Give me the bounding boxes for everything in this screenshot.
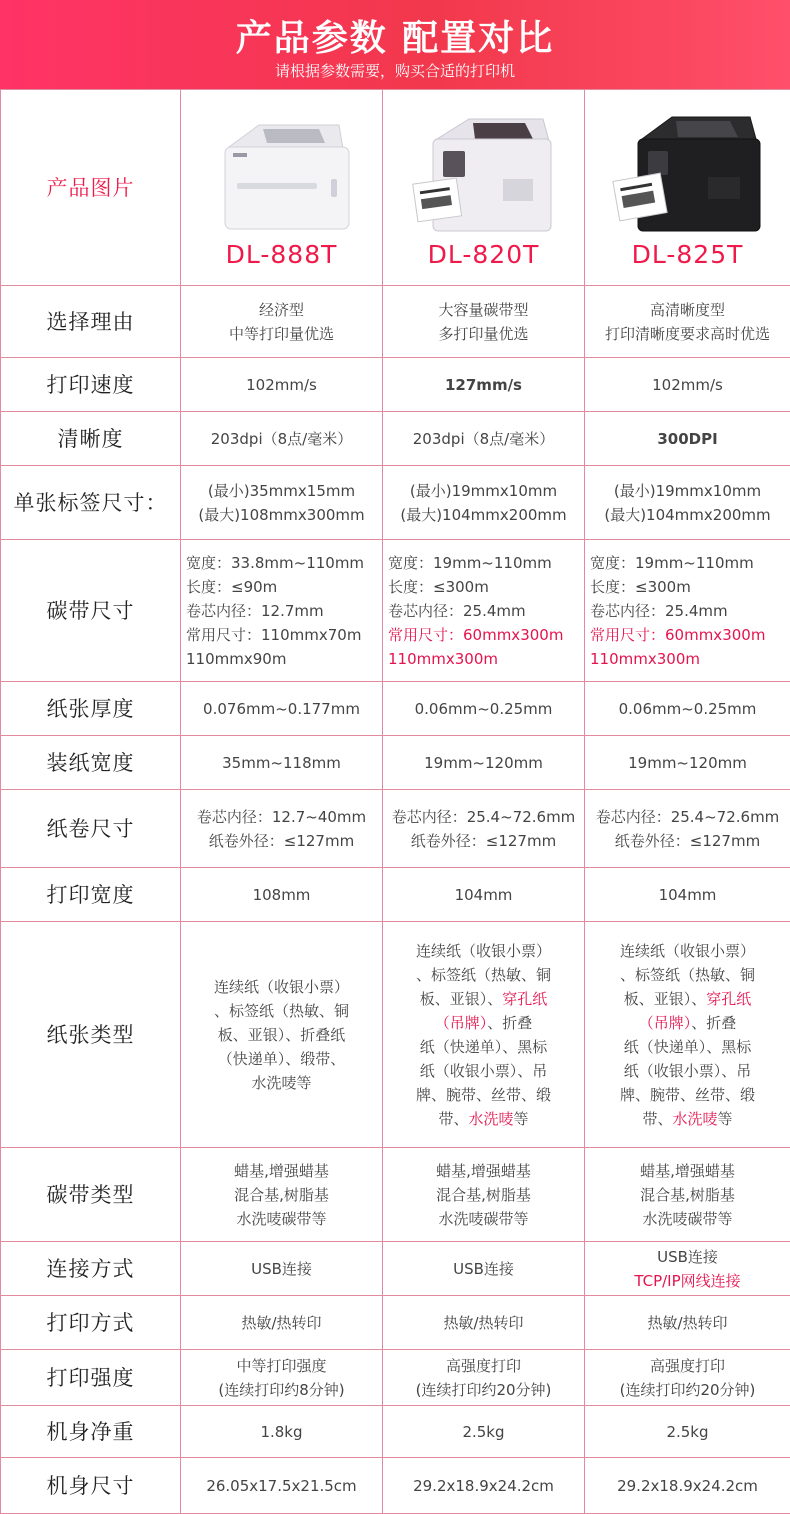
cell-text: 、折叠	[487, 1014, 532, 1032]
cell-intensity-825t	[585, 1350, 790, 1406]
table-row-speed	[1, 358, 790, 412]
cell-ribbon-type-820t	[383, 1148, 585, 1242]
cell-line: (连续打印约20分钟)	[385, 1378, 582, 1402]
row-label-weight: 机身净重	[1, 1406, 181, 1458]
cell-line: 高强度打印	[385, 1354, 582, 1378]
model-name-dl820t: DL-820T	[385, 243, 582, 267]
cell-paper-width-820t: 19mm~120mm	[383, 736, 585, 790]
cell-reason-820t	[383, 286, 585, 358]
cell-line: 卷芯内径：25.4~72.6mm	[587, 805, 788, 829]
cell-speed-820t: 127mm/s	[383, 358, 585, 412]
cell-ribbon-type-825t	[585, 1148, 790, 1242]
cell-line: 经济型	[183, 298, 380, 322]
cell-line: (连续打印约20分钟)	[587, 1378, 788, 1402]
cell-line: 连续纸（收银小票）	[587, 939, 788, 963]
cell-ribbon-size-820t	[383, 540, 585, 682]
cell-intensity-820t	[383, 1350, 585, 1406]
cell-line: 蜡基,增强蜡基	[385, 1159, 582, 1183]
table-row-product-image	[1, 90, 790, 286]
cell-line-highlight: 常用尺寸：60mmx300m	[590, 623, 788, 647]
table-row-dimensions	[1, 1458, 790, 1514]
cell-paper-width-825t: 19mm~120mm	[585, 736, 790, 790]
row-label-paper-type: 纸张类型	[1, 922, 181, 1148]
cell-line	[385, 1011, 582, 1035]
cell-speed-825t: 102mm/s	[585, 358, 790, 412]
cell-line: 高清晰度型	[587, 298, 788, 322]
cell-text: 等	[514, 1110, 529, 1128]
cell-text: 、折叠	[691, 1014, 736, 1032]
cell-line: 长度：≤300m	[590, 575, 788, 599]
header-banner	[0, 0, 790, 89]
cell-line: 高强度打印	[587, 1354, 788, 1378]
cell-line: 卷芯内径：25.4mm	[388, 599, 582, 623]
cell-roll-size-825t	[585, 790, 790, 868]
cell-dimensions-820t: 29.2x18.9x24.2cm	[383, 1458, 585, 1514]
cell-label-size-888t	[181, 466, 383, 540]
cell-line: 蜡基,增强蜡基	[183, 1159, 380, 1183]
cell-line: 、标签纸（热敏、铜	[587, 963, 788, 987]
cell-roll-size-820t	[383, 790, 585, 868]
cell-line: 宽度：19mm~110mm	[388, 551, 582, 575]
cell-line: 卷芯内径：12.7mm	[186, 599, 380, 623]
table-row-ribbon-type	[1, 1148, 790, 1242]
cell-dimensions-825t: 29.2x18.9x24.2cm	[585, 1458, 790, 1514]
table-row-thickness	[1, 682, 790, 736]
cell-label-size-825t	[585, 466, 790, 540]
cell-line: 水洗唛碳带等	[183, 1207, 380, 1231]
cell-label-size-820t	[383, 466, 585, 540]
cell-connection-825t	[585, 1242, 790, 1296]
row-label-roll-size: 纸卷尺寸	[1, 790, 181, 868]
cell-line-highlight: 110mmx300m	[388, 647, 582, 671]
page-subtitle: 请根据参数需要，购买合适的打印机	[0, 60, 790, 81]
cell-line: 牌、腕带、丝带、缎	[385, 1083, 582, 1107]
table-row-weight	[1, 1406, 790, 1458]
cell-print-method-825t: 热敏/热转印	[585, 1296, 790, 1350]
cell-print-width-820t: 104mm	[383, 868, 585, 922]
cell-line: USB连接	[587, 1245, 788, 1269]
cell-line: 纸（收银小票）、吊	[385, 1059, 582, 1083]
row-label-connection: 连接方式	[1, 1242, 181, 1296]
cell-intensity-888t	[181, 1350, 383, 1406]
cell-line: (最大)104mmx200mm	[385, 503, 582, 527]
cell-line: (最小)35mmx15mm	[183, 479, 380, 503]
cell-line: 连续纸（收银小票）	[385, 939, 582, 963]
row-label-intensity: 打印强度	[1, 1350, 181, 1406]
cell-line: 宽度：19mm~110mm	[590, 551, 788, 575]
row-label-label-size: 单张标签尺寸：	[1, 466, 181, 540]
cell-weight-888t: 1.8kg	[181, 1406, 383, 1458]
cell-text-highlight: 穿孔纸	[502, 990, 547, 1008]
cell-line: 纸（收银小票）、吊	[587, 1059, 788, 1083]
cell-thickness-825t: 0.06mm~0.25mm	[585, 682, 790, 736]
row-label-ribbon-type: 碳带类型	[1, 1148, 181, 1242]
cell-line: 多打印量优选	[385, 322, 582, 346]
cell-print-width-888t: 108mm	[181, 868, 383, 922]
row-label-reason: 选择理由	[1, 286, 181, 358]
product-cell-dl820t	[383, 90, 585, 286]
cell-text: 等	[718, 1110, 733, 1128]
cell-line: 常用尺寸：110mmx70m	[186, 623, 380, 647]
table-row-paper-type	[1, 922, 790, 1148]
row-label-print-width: 打印宽度	[1, 868, 181, 922]
cell-line: 卷芯内径：12.7~40mm	[183, 805, 380, 829]
cell-line: (最大)108mmx300mm	[183, 503, 380, 527]
cell-line: 水洗唛碳带等	[587, 1207, 788, 1231]
cell-ribbon-size-825t	[585, 540, 790, 682]
cell-paper-type-820t	[383, 922, 585, 1148]
table-row-dpi	[1, 412, 790, 466]
cell-dimensions-888t: 26.05x17.5x21.5cm	[181, 1458, 383, 1514]
cell-print-width-825t: 104mm	[585, 868, 790, 922]
cell-connection-888t: USB连接	[181, 1242, 383, 1296]
cell-roll-size-888t	[181, 790, 383, 868]
cell-line: 长度：≤300m	[388, 575, 582, 599]
row-label-thickness: 纸张厚度	[1, 682, 181, 736]
cell-line: 大容量碳带型	[385, 298, 582, 322]
cell-line	[587, 1107, 788, 1131]
cell-line: (最大)104mmx200mm	[587, 503, 788, 527]
row-label-product-image: 产品图片	[1, 90, 181, 286]
cell-line	[385, 1107, 582, 1131]
cell-text-highlight: （吊牌）	[435, 1014, 488, 1032]
cell-line: 纸卷外径：≤127mm	[587, 829, 788, 853]
cell-thickness-820t: 0.06mm~0.25mm	[383, 682, 585, 736]
table-row-roll-size	[1, 790, 790, 868]
table-row-connection	[1, 1242, 790, 1296]
cell-line: 水洗唛等	[183, 1071, 380, 1095]
cell-line-highlight: 常用尺寸：60mmx300m	[388, 623, 582, 647]
row-label-dpi: 清晰度	[1, 412, 181, 466]
cell-paper-type-825t	[585, 922, 790, 1148]
cell-speed-888t: 102mm/s	[181, 358, 383, 412]
table-row-paper-width	[1, 736, 790, 790]
cell-text-highlight: （吊牌）	[639, 1014, 692, 1032]
cell-line: 蜡基,增强蜡基	[587, 1159, 788, 1183]
cell-print-method-888t: 热敏/热转印	[181, 1296, 383, 1350]
table-row-label-size	[1, 466, 790, 540]
cell-connection-820t: USB连接	[383, 1242, 585, 1296]
cell-text: 板、亚银）、	[624, 990, 707, 1008]
cell-line: 宽度：33.8mm~110mm	[186, 551, 380, 575]
table-row-print-width	[1, 868, 790, 922]
cell-text: 带、	[438, 1110, 468, 1128]
cell-reason-825t	[585, 286, 790, 358]
cell-ribbon-size-888t	[181, 540, 383, 682]
cell-text-highlight: 水洗唛	[672, 1110, 717, 1128]
cell-line: 纸卷外径：≤127mm	[385, 829, 582, 853]
cell-line: 打印清晰度要求高时优选	[587, 322, 788, 346]
cell-line: 卷芯内径：25.4mm	[590, 599, 788, 623]
table-row-reason	[1, 286, 790, 358]
printer-black-icon	[608, 109, 768, 237]
cell-line	[587, 1011, 788, 1035]
table-row-print-method	[1, 1296, 790, 1350]
cell-paper-width-888t: 35mm~118mm	[181, 736, 383, 790]
page-title: 产品参数 配置对比	[0, 10, 790, 61]
cell-line	[385, 987, 582, 1011]
cell-text: 板、亚银）、	[420, 990, 503, 1008]
cell-text-highlight: 穿孔纸	[706, 990, 751, 1008]
cell-line: 纸卷外径：≤127mm	[183, 829, 380, 853]
cell-ribbon-type-888t	[181, 1148, 383, 1242]
printer-white-large-icon	[409, 109, 559, 237]
cell-print-method-820t: 热敏/热转印	[383, 1296, 585, 1350]
cell-weight-820t: 2.5kg	[383, 1406, 585, 1458]
cell-line: (最小)19mmx10mm	[587, 479, 788, 503]
printer-white-icon	[207, 109, 357, 237]
cell-line: 、标签纸（热敏、铜	[385, 963, 582, 987]
row-label-dimensions: 机身尺寸	[1, 1458, 181, 1514]
cell-line: 混合基,树脂基	[385, 1183, 582, 1207]
row-label-speed: 打印速度	[1, 358, 181, 412]
table-row-ribbon-size	[1, 540, 790, 682]
product-cell-dl888t	[181, 90, 383, 286]
cell-line: 卷芯内径：25.4~72.6mm	[385, 805, 582, 829]
table-row-intensity	[1, 1350, 790, 1406]
row-label-ribbon-size: 碳带尺寸	[1, 540, 181, 682]
cell-line: 连续纸（收银小票）	[183, 975, 380, 999]
cell-reason-888t	[181, 286, 383, 358]
cell-line: 纸（快递单）、黑标	[587, 1035, 788, 1059]
cell-dpi-888t: 203dpi（8点/毫米）	[181, 412, 383, 466]
cell-line: 、标签纸（热敏、铜	[183, 999, 380, 1023]
cell-dpi-820t: 203dpi（8点/毫米）	[383, 412, 585, 466]
cell-text: 带、	[642, 1110, 672, 1128]
cell-dpi-825t: 300DPI	[585, 412, 790, 466]
cell-paper-type-888t	[181, 922, 383, 1148]
cell-line: (最小)19mmx10mm	[385, 479, 582, 503]
cell-line: (连续打印约8分钟)	[183, 1378, 380, 1402]
cell-line: 混合基,树脂基	[587, 1183, 788, 1207]
row-label-paper-width: 装纸宽度	[1, 736, 181, 790]
cell-line: 板、亚银）、折叠纸	[183, 1023, 380, 1047]
cell-line	[587, 987, 788, 1011]
cell-line: 中等打印量优选	[183, 322, 380, 346]
cell-line: 水洗唛碳带等	[385, 1207, 582, 1231]
cell-line: 长度：≤90m	[186, 575, 380, 599]
cell-line-highlight: TCP/IP网线连接	[587, 1269, 788, 1293]
cell-line: 牌、腕带、丝带、缎	[587, 1083, 788, 1107]
cell-line: 110mmx90m	[186, 647, 380, 671]
cell-line: 混合基,树脂基	[183, 1183, 380, 1207]
cell-line: 纸（快递单）、黑标	[385, 1035, 582, 1059]
cell-text-highlight: 水洗唛	[468, 1110, 513, 1128]
cell-thickness-888t: 0.076mm~0.177mm	[181, 682, 383, 736]
model-name-dl888t: DL-888T	[183, 243, 380, 267]
cell-line: 中等打印强度	[183, 1354, 380, 1378]
cell-line: （快递单）、缎带、	[183, 1047, 380, 1071]
spec-comparison-table	[0, 89, 790, 1514]
product-cell-dl825t	[585, 90, 790, 286]
model-name-dl825t: DL-825T	[587, 243, 788, 267]
cell-line-highlight: 110mmx300m	[590, 647, 788, 671]
row-label-print-method: 打印方式	[1, 1296, 181, 1350]
cell-weight-825t: 2.5kg	[585, 1406, 790, 1458]
